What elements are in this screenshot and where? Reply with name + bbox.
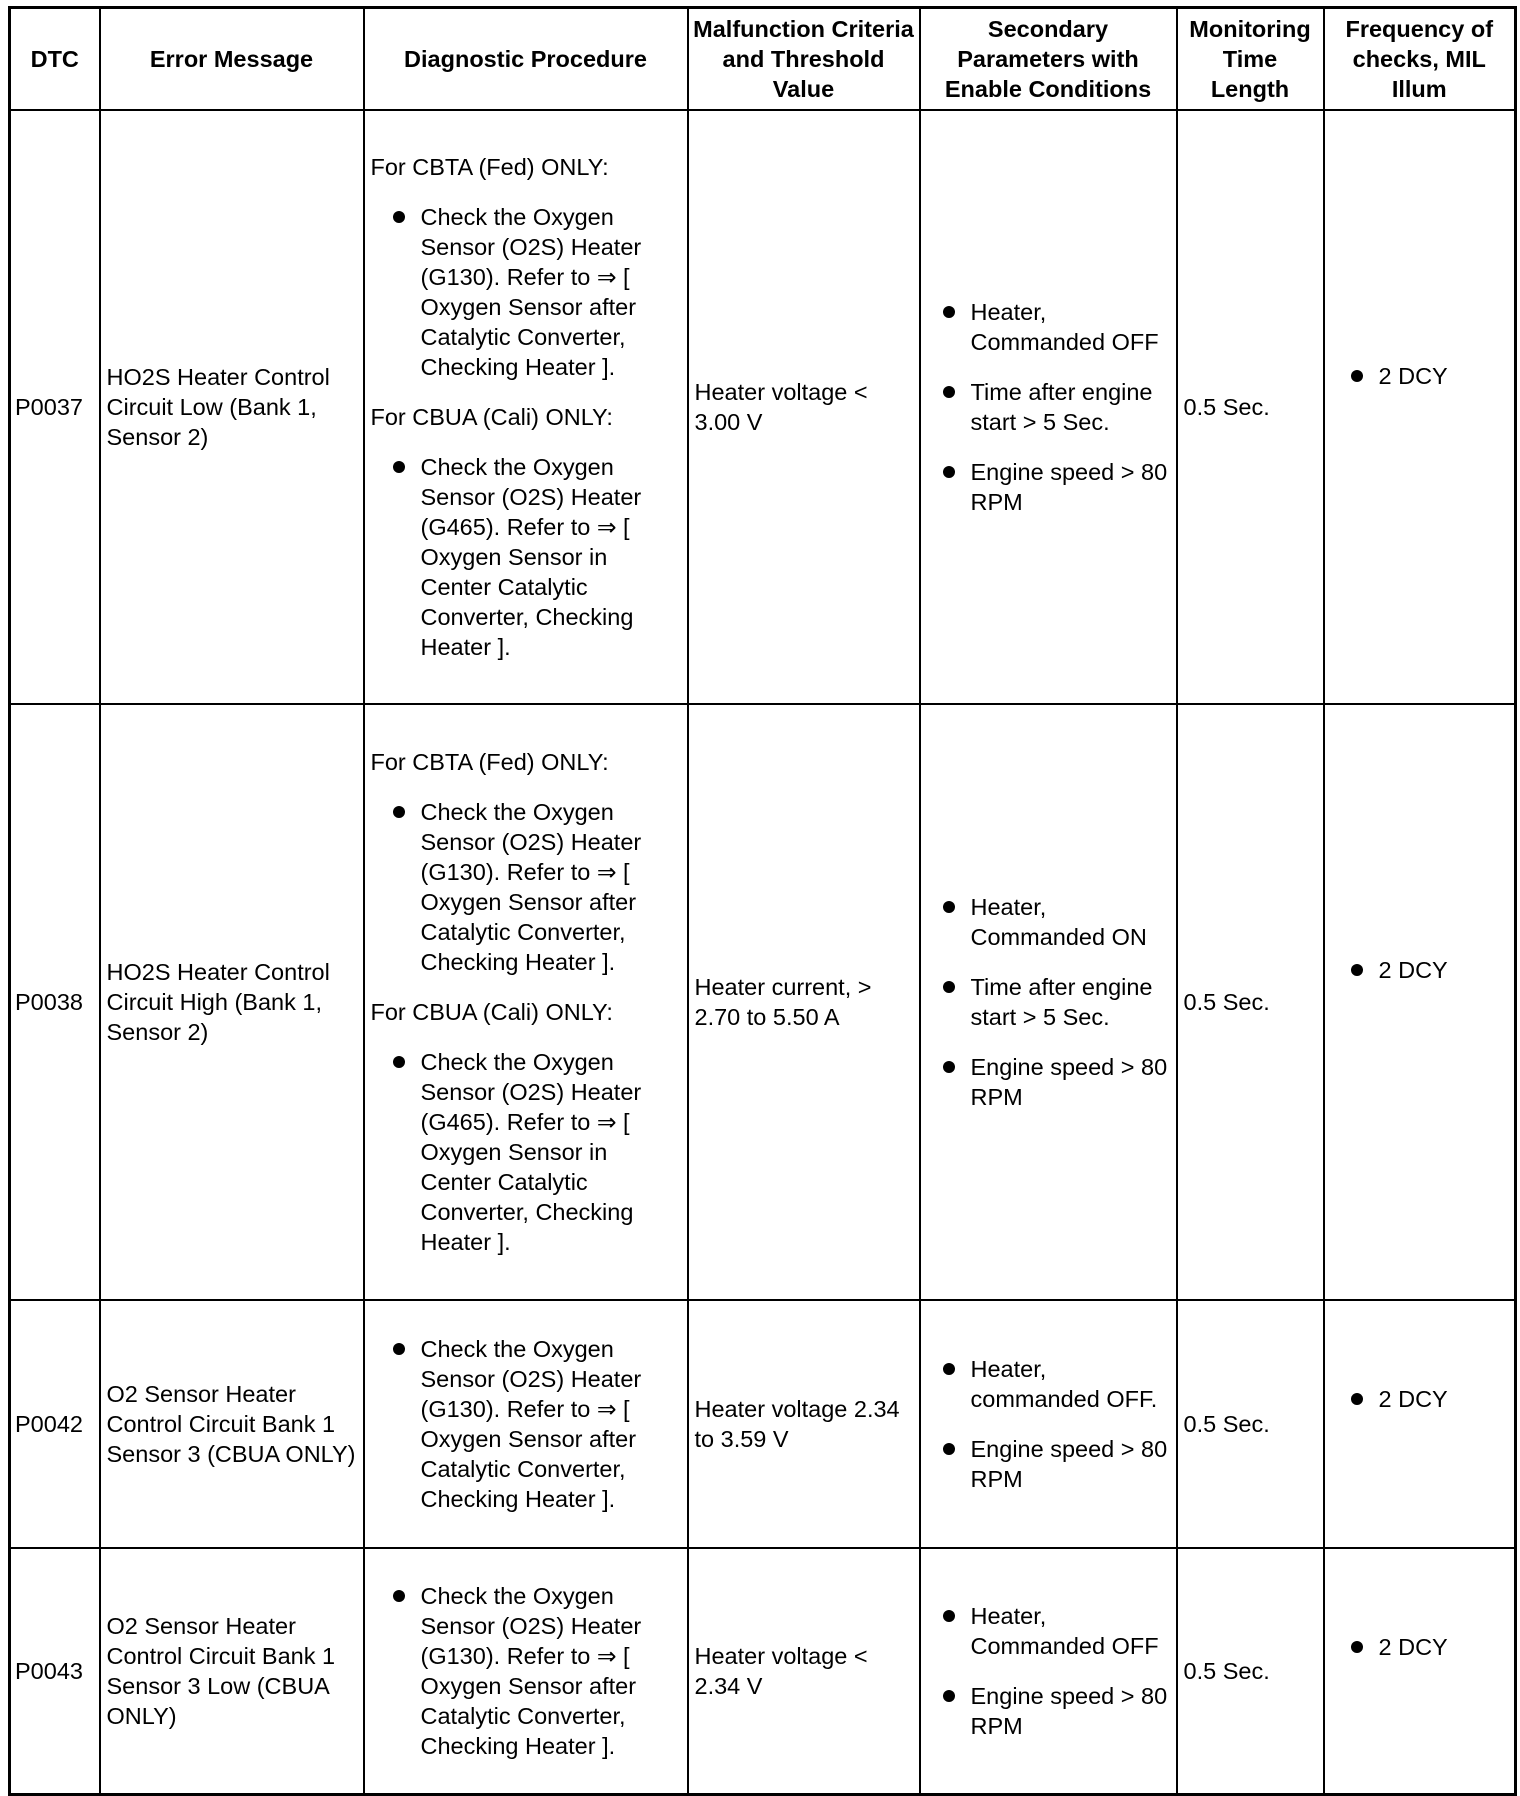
procedure-fed-item: Check the Oxygen Sensor (O2S) Heater (G130). Refer to ⇒ [ Oxygen Sensor after Catalytic Converter, Checking Heater ]. [393,202,681,382]
procedure-item: Check the Oxygen Sensor (O2S) Heater (G130). Refer to ⇒ [ Oxygen Sensor after Catalytic Converter, Checking Heater ]. [393,1581,681,1761]
dtc-code: P0038 [10,704,100,1300]
secondary-item: Heater, commanded OFF. [943,1354,1170,1414]
frequency-item: 2 DCY [1351,955,1509,985]
dtc-code: P0043 [10,1548,100,1795]
table-row [10,1300,1516,1548]
diagnostic-procedure [364,704,688,1300]
malfunction-criteria: Heater voltage < 3.00 V [688,110,920,704]
secondary-item: Engine speed > 80 RPM [943,457,1170,517]
procedure-list [371,1334,681,1514]
procedure-fed-list [371,797,681,977]
frequency-item: 2 DCY [1351,1632,1509,1662]
error-message: HO2S Heater Control Circuit High (Bank 1, Sensor 2) [100,704,364,1300]
dtc-table-sheet [8,6,1514,1789]
malfunction-criteria: Heater voltage < 2.34 V [688,1548,920,1795]
procedure-cali-item: Check the Oxygen Sensor (O2S) Heater (G465). Refer to ⇒ [ Oxygen Sensor in Center Catalytic Converter, Checking Heater ]. [393,452,681,662]
dtc-code: P0037 [10,110,100,704]
error-message: O2 Sensor Heater Control Circuit Bank 1 Sensor 3 (CBUA ONLY) [100,1300,364,1548]
table-row [10,704,1516,1300]
secondary-item: Heater, Commanded ON [943,892,1170,952]
error-message: HO2S Heater Control Circuit Low (Bank 1, Sensor 2) [100,110,364,704]
procedure-item: Check the Oxygen Sensor (O2S) Heater (G130). Refer to ⇒ [ Oxygen Sensor after Catalytic Converter, Checking Heater ]. [393,1334,681,1514]
header-frequency: Frequency of checks, MIL Illum [1324,8,1516,110]
procedure-cali-label: For CBUA (Cali) ONLY: [370,998,613,1025]
header-malfunction-criteria: Malfunction Criteria and Threshold Value [688,8,920,110]
secondary-parameters [920,110,1177,704]
monitoring-time: 0.5 Sec. [1177,1548,1324,1795]
monitoring-time: 0.5 Sec. [1177,704,1324,1300]
secondary-item: Heater, Commanded OFF [943,1601,1170,1661]
frequency-cell [1324,1300,1516,1548]
table-row [10,1548,1516,1795]
header-dtc: DTC [10,8,100,110]
procedure-cali-label: For CBUA (Cali) ONLY: [370,403,613,430]
procedure-fed-list [371,202,681,382]
procedure-cali-list [371,1047,681,1257]
procedure-cali-list [371,452,681,662]
secondary-item: Time after engine start > 5 Sec. [943,377,1170,437]
procedure-cali-item: Check the Oxygen Sensor (O2S) Heater (G465). Refer to ⇒ [ Oxygen Sensor in Center Catalytic Converter, Checking Heater ]. [393,1047,681,1257]
procedure-list [371,1581,681,1761]
secondary-parameters [920,1300,1177,1548]
secondary-item: Engine speed > 80 RPM [943,1681,1170,1741]
procedure-fed-label: For CBTA (Fed) ONLY: [370,748,609,775]
malfunction-criteria: Heater voltage 2.34 to 3.59 V [688,1300,920,1548]
header-error-message: Error Message [100,8,364,110]
monitoring-time: 0.5 Sec. [1177,1300,1324,1548]
error-message: O2 Sensor Heater Control Circuit Bank 1 Sensor 3 Low (CBUA ONLY) [100,1548,364,1795]
diagnostic-procedure [364,1548,688,1795]
secondary-item: Heater, Commanded OFF [943,297,1170,357]
header-secondary-parameters: Secondary Parameters with Enable Conditions [920,8,1177,110]
dtc-table [8,6,1517,1796]
secondary-parameters [920,1548,1177,1795]
header-diagnostic-procedure: Diagnostic Procedure [364,8,688,110]
frequency-cell [1324,704,1516,1300]
frequency-item: 2 DCY [1351,361,1509,391]
dtc-code: P0042 [10,1300,100,1548]
header-monitoring-time: Monitoring Time Length [1177,8,1324,110]
frequency-cell [1324,1548,1516,1795]
procedure-fed-item: Check the Oxygen Sensor (O2S) Heater (G130). Refer to ⇒ [ Oxygen Sensor after Catalytic Converter, Checking Heater ]. [393,797,681,977]
malfunction-criteria: Heater current, > 2.70 to 5.50 A [688,704,920,1300]
secondary-item: Time after engine start > 5 Sec. [943,972,1170,1032]
table-row [10,110,1516,704]
secondary-item: Engine speed > 80 RPM [943,1052,1170,1112]
header-row [10,8,1516,110]
diagnostic-procedure [364,1300,688,1548]
monitoring-time: 0.5 Sec. [1177,110,1324,704]
secondary-item: Engine speed > 80 RPM [943,1434,1170,1494]
secondary-parameters [920,704,1177,1300]
procedure-fed-label: For CBTA (Fed) ONLY: [370,153,609,180]
frequency-item: 2 DCY [1351,1384,1509,1414]
diagnostic-procedure [364,110,688,704]
frequency-cell [1324,110,1516,704]
